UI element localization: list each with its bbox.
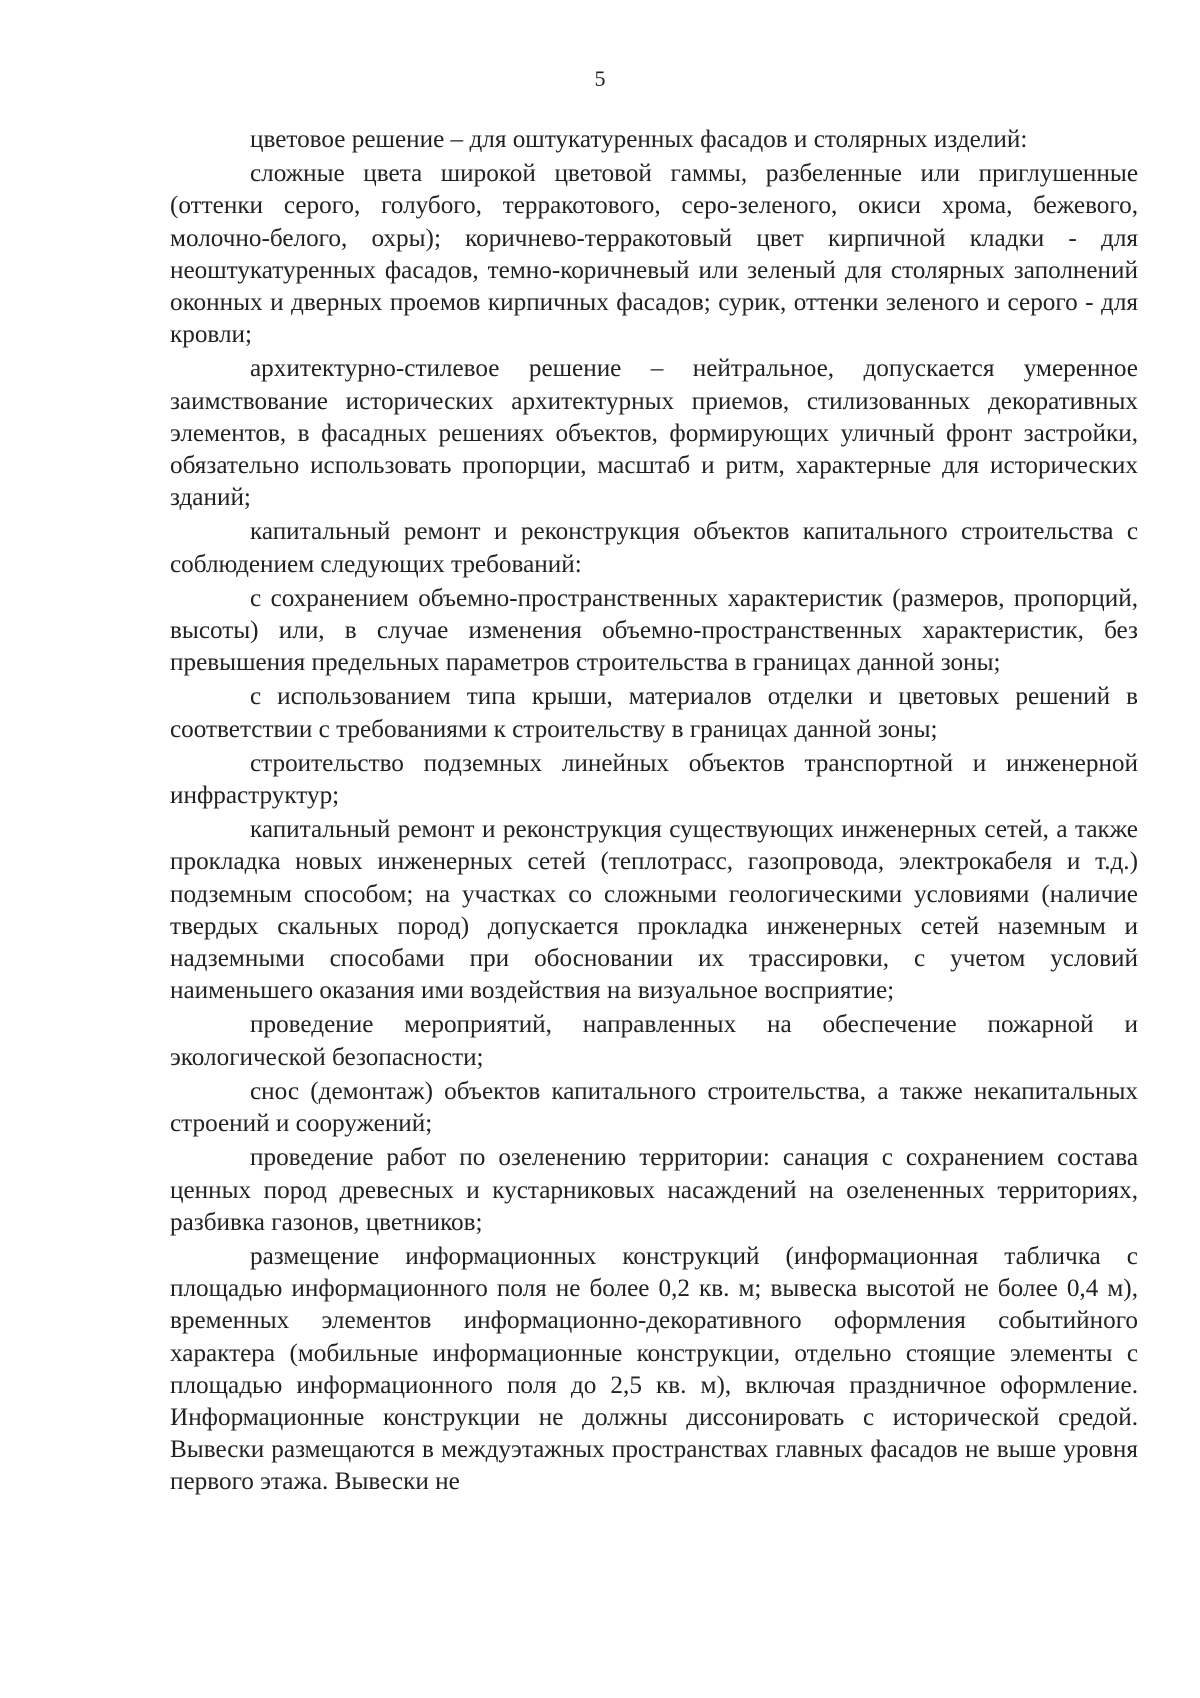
paragraph-engineering-networks: капитальный ремонт и реконструкция существующих инженерных сетей, а также прокладка новых инженерных сетей (теплотрасс, газопровода, электрокабеля и т.д.) подземным способом; на участках со сложными геологическими условиями (наличие твердых скальных пород) допускается прокладка инженерных сетей наземным и надземными способами при обосновании их трассировки, с учетом условий наименьшего оказания ими воздействия на визуальное восприятие; xyxy=(170,816,1138,1005)
paragraph-underground-construction: строительство подземных линейных объектов транспортной и инженерной инфраструктур; xyxy=(170,749,1138,810)
paragraph-safety-measures: проведение мероприятий, направленных на обеспечение пожарной и экологической безопасности; xyxy=(170,1011,1138,1071)
paragraph-roof-materials: с использованием типа крыши, материалов отделки и цветовых решений в соответствии с требованиями к строительству в границах данной зоны; xyxy=(170,683,1138,743)
paragraph-landscaping: проведение работ по озеленению территории: санация с сохранением состава ценных пород древесных и кустарниковых насаждений на озелененных территориях, разбивка газонов, цветников; xyxy=(170,1144,1138,1236)
paragraph-architectural-style: архитектурно-стилевое решение – нейтральное, допускается умеренное заимствование исторических архитектурных приемов, стилизованных декоративных элементов, в фасадных решениях объектов, формирующих уличный фронт застройки, обязательно использовать пропорции, масштаб и ритм, характерные для исторических зданий; xyxy=(170,355,1138,512)
page-number: 5 xyxy=(594,66,606,91)
paragraph-color-solution: цветовое решение – для оштукатуренных фасадов и столярных изделий: xyxy=(250,126,1028,153)
paragraph-capital-repair: капитальный ремонт и реконструкция объектов капитального строительства с соблюдением следующих требований: xyxy=(170,518,1138,578)
paragraph-complex-colors: сложные цвета широкой цветовой гаммы, разбеленные или приглушенные (оттенки серого, голубого, терракотового, серо-зеленого, окиси хрома, бежевого, молочно-белого, охры); коричнево-терракотовый цвет кирпичной кладки - для неоштукатуренных фасадов, темно-коричневый или зеленый для столярных заполнений оконных и дверных проемов кирпичных фасадов; сурик, оттенки зеленого и серого - для кровли; xyxy=(170,160,1138,349)
paragraph-information-signage: размещение информационных конструкций (информационная табличка с площадью информационного поля не более 0,2 кв. м; вывеска высотой не более 0,4 м), временных элементов информационно-декоративного оформления событийного характера (мобильные информационные конструкции, отдельно стоящие элементы с площадью информационного поля до 2,5 кв. м), включая праздничное оформление. Информационные конструкции не должны диссонировать с исторической средой. Вывески размещаются в междуэтажных пространствах главных фасадов не выше уровня первого этажа. Вывески не xyxy=(170,1242,1138,1496)
document-body xyxy=(170,124,1138,1501)
paragraph-volume-preservation: с сохранением объемно-пространственных характеристик (размеров, пропорций, высоты) или, в случае изменения объемно-пространственных характеристик, без превышения предельных параметров строительства в границах данной зоны; xyxy=(170,584,1138,677)
paragraph-demolition: снос (демонтаж) объектов капитального строительства, а также некапитальных строений и сооружений; xyxy=(170,1077,1138,1138)
